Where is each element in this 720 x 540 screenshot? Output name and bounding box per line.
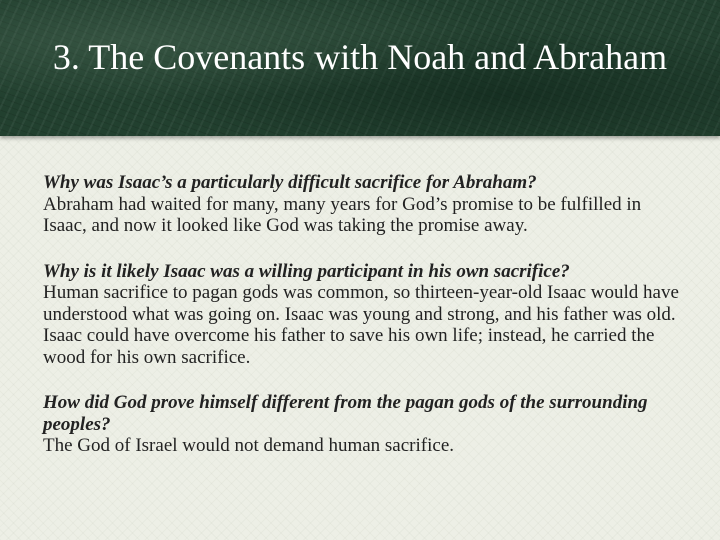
title-band xyxy=(0,0,720,136)
qa-item xyxy=(43,261,683,369)
qa-item xyxy=(43,172,683,237)
answer-text: The God of Israel would not demand human sacrifice. xyxy=(43,435,455,456)
qa-item xyxy=(43,392,683,457)
slide-title: 3. The Covenants with Noah and Abraham xyxy=(52,37,668,77)
slide-content xyxy=(43,172,683,481)
question-text: How did God prove himself different from the pagan gods of the surrounding peoples? xyxy=(43,392,648,435)
answer-text: Abraham had waited for many, many years for God’s promise to be fulfilled in Isaac, and now it looked like God was taking the promise away. xyxy=(43,193,642,236)
question-text: Why was Isaac’s a particularly difficult sacrifice for Abraham? xyxy=(43,172,537,193)
answer-text: Human sacrifice to pagan gods was common, so thirteen-year-old Isaac would have understood what was going on. Isaac was young and strong, and his father was old. Isaac could have overcome his father to save his own life; instead, he carried the wood for his own sacrifice. xyxy=(43,282,679,368)
question-text: Why is it likely Isaac was a willing participant in his own sacrifice? xyxy=(43,260,570,282)
